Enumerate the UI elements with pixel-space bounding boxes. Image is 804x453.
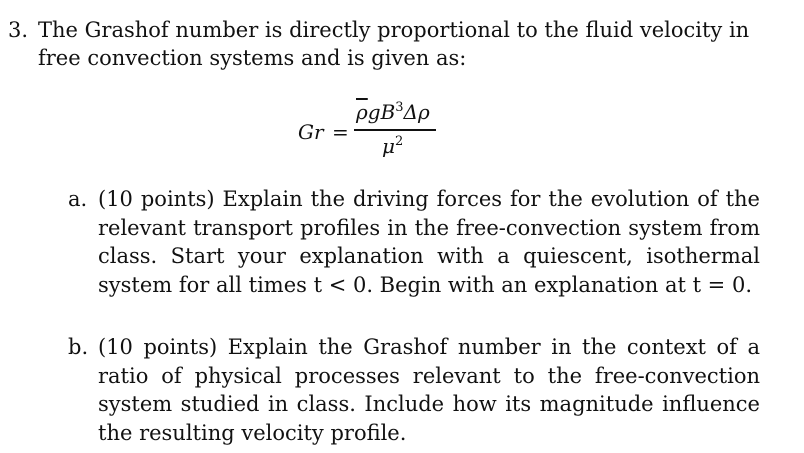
part-b-line-1: (10 points) Explain the Grashof number in the context of a bbox=[98, 335, 760, 359]
part-b-text bbox=[98, 333, 760, 447]
part-a-line-4: system for all times t < 0. Begin with an explanation at t = 0. bbox=[98, 272, 752, 297]
equation-equals-sign: = bbox=[332, 120, 349, 144]
question-text-line-2: free convection systems and is given as: bbox=[38, 46, 467, 70]
part-a-label: a. bbox=[68, 187, 88, 211]
part-a-line-1: (10 points) Explain the driving forces for the evolution of the bbox=[98, 187, 760, 211]
part-b-line-3: system studied in class. Include how its magnitude influence bbox=[98, 392, 760, 416]
part-a-text bbox=[98, 185, 760, 299]
equation-mu: μ bbox=[382, 134, 395, 158]
part-a-line-2: relevant transport profiles in the free-convection system from bbox=[98, 215, 760, 240]
equation-delta-rho: Δρ bbox=[403, 100, 430, 124]
part-b-label: b. bbox=[68, 335, 89, 359]
equation-denominator bbox=[382, 134, 403, 158]
equation-gb: gB bbox=[367, 100, 396, 124]
part-b-line-4: the resulting velocity profile. bbox=[98, 420, 407, 445]
equation-lhs: Gr bbox=[298, 120, 324, 144]
equation-exponent-2: 2 bbox=[395, 134, 404, 149]
question-number: 3. bbox=[8, 18, 29, 42]
equation-numerator bbox=[356, 100, 430, 124]
part-b-line-2: ratio of physical processes relevant to the free-convection bbox=[98, 363, 760, 388]
equation-rho-bar: $\overline{\rho}$ bbox=[356, 100, 368, 124]
equation-fraction-bar bbox=[354, 129, 436, 131]
equation-exponent-3: 3 bbox=[395, 100, 404, 115]
grashof-equation bbox=[298, 100, 448, 170]
question-text-line-1: The Grashof number is directly proportional to the fluid velocity in bbox=[38, 18, 750, 42]
part-a-line-3: class. Start your explanation with a quiescent, isothermal bbox=[98, 244, 760, 268]
